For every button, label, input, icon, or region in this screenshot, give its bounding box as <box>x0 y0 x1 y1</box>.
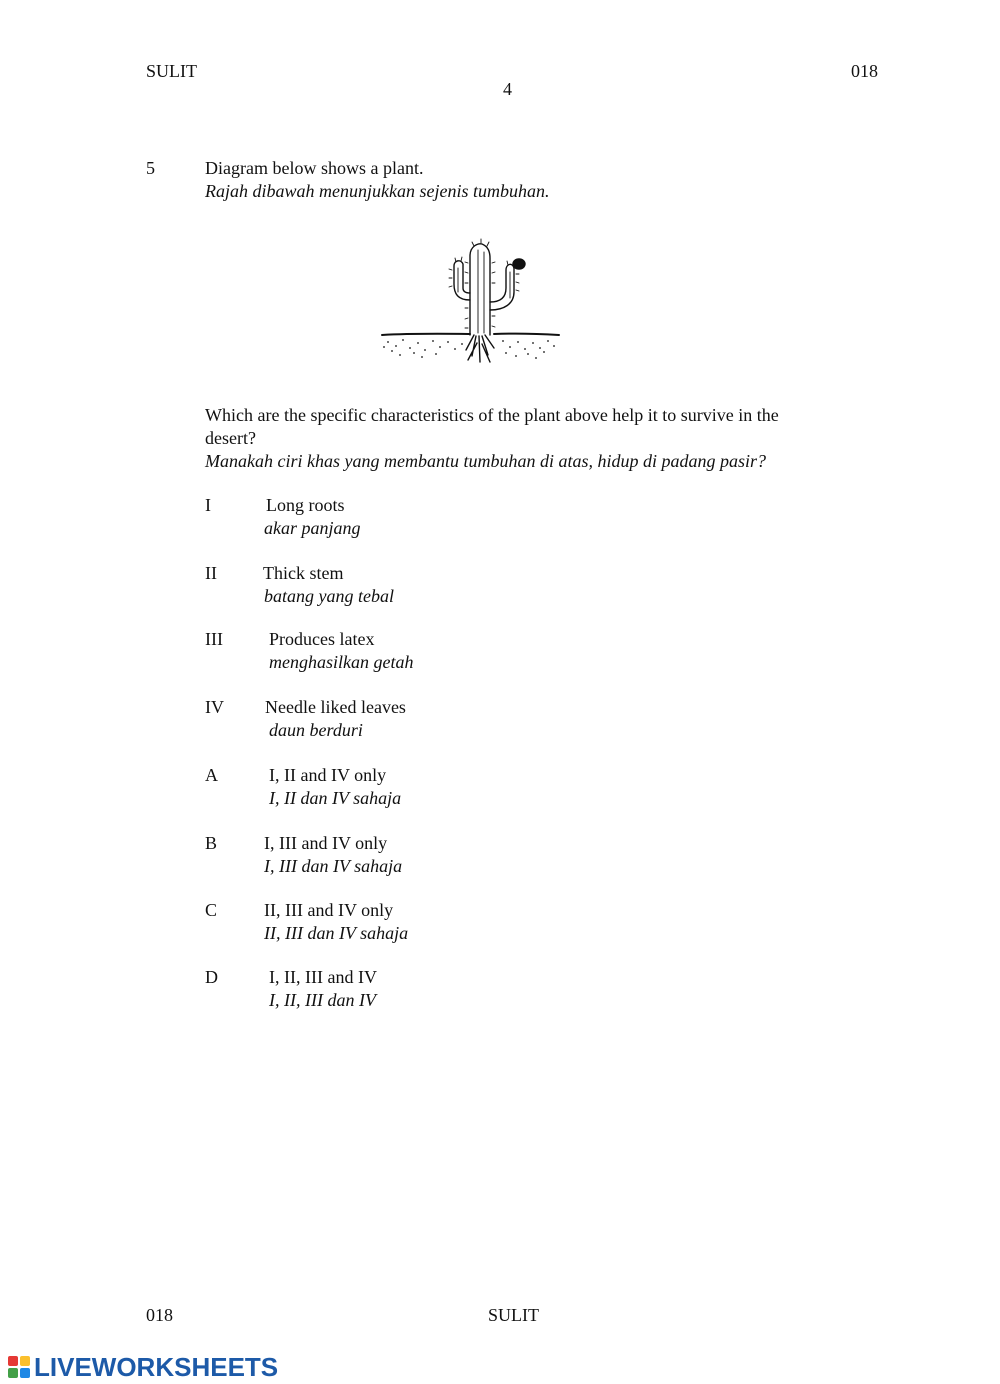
logo-square <box>8 1356 18 1366</box>
logo-square <box>20 1368 30 1378</box>
logo-square <box>8 1368 18 1378</box>
option-text-ms: I, II, III dan IV <box>269 990 376 1010</box>
option-text-en: I, II, III and IV <box>269 967 377 987</box>
footer-left: 018 <box>146 1305 173 1325</box>
statement-text-en: Produces latex <box>269 629 375 649</box>
question-number: 5 <box>146 158 155 178</box>
statement-text-ms: daun berduri <box>269 720 363 740</box>
question-stem-en-line2: desert? <box>205 428 256 448</box>
statement-label: I <box>205 495 211 515</box>
question-prompt-en: Diagram below shows a plant. <box>205 158 424 178</box>
cactus-diagram <box>378 238 563 368</box>
question-stem-en-line1: Which are the specific characteristics of the plant above help it to survive in the <box>205 405 779 425</box>
question-stem-ms: Manakah ciri khas yang membantu tumbuhan di atas, hidup di padang pasir? <box>205 451 766 471</box>
page-number: 4 <box>503 79 512 99</box>
option-text-en: I, II and IV only <box>269 765 387 785</box>
option-label: C <box>205 900 218 920</box>
option-text-ms: II, III dan IV sahaja <box>264 923 409 943</box>
statement-text-en: Long roots <box>266 495 345 515</box>
option-label: B <box>205 833 218 853</box>
option-label: D <box>205 967 218 987</box>
liveworksheets-logo <box>8 1352 278 1382</box>
header-right: 018 <box>851 61 878 81</box>
statement-label: II <box>205 563 217 583</box>
statement-text-en: Thick stem <box>263 563 344 583</box>
statement-label: IV <box>205 697 224 717</box>
logo-square <box>20 1356 30 1366</box>
option-text-ms: I, II dan IV sahaja <box>269 788 402 808</box>
logo-brand-text: LIVEWORKSHEETS <box>34 1351 279 1382</box>
logo-squares-icon <box>8 1356 30 1378</box>
option-text-ms: I, III dan IV sahaja <box>264 856 403 876</box>
option-text-en: II, III and IV only <box>264 900 394 920</box>
statement-text-ms: akar panjang <box>264 518 361 538</box>
statement-text-en: Needle liked leaves <box>265 697 406 717</box>
footer-center: SULIT <box>488 1305 539 1325</box>
question-prompt-ms: Rajah dibawah menunjukkan sejenis tumbuhan. <box>205 181 550 201</box>
option-label: A <box>205 765 218 785</box>
header-left: SULIT <box>146 61 197 81</box>
statement-label: III <box>205 629 223 649</box>
option-text-en: I, III and IV only <box>264 833 388 853</box>
statement-text-ms: menghasilkan getah <box>269 652 414 672</box>
statement-text-ms: batang yang tebal <box>264 586 394 606</box>
